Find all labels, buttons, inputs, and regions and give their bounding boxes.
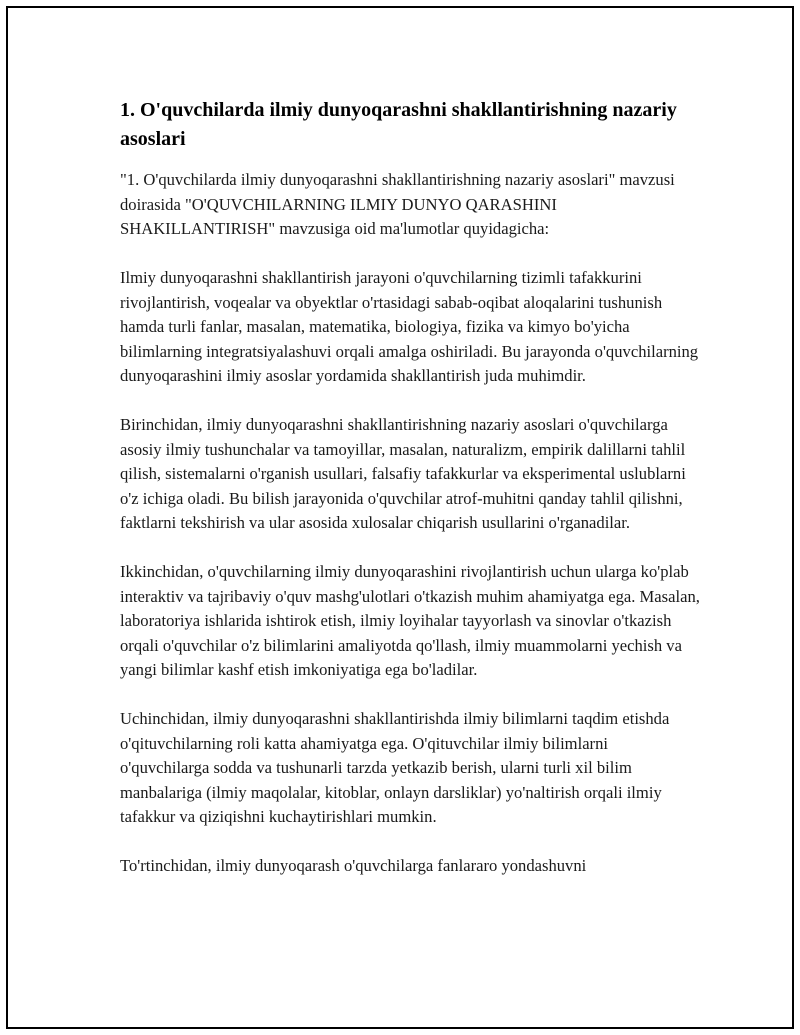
paragraph-third: Uchinchidan, ilmiy dunyoqarashni shakllantirishda ilmiy bilimlarni taqdim etishda o'qituvchilarning roli katta ahamiyatga ega. O'qituvchilar ilmiy bilimlarni o'quvchilarga sodda va tushunarli tarzda yetkazib berish, ularni turli xil bilim manbalariga (ilmiy maqolalar, kitoblar, onlayn darsliklar) yo'naltirish orqali ilmiy tafakkur va qiziqishni kuchaytirishlari mumkin.: [120, 709, 670, 826]
paragraph-first: Birinchidan, ilmiy dunyoqarashni shakllantirishning nazariy asoslari o'quvchilarga asosiy ilmiy tushunchalar va tamoyillar, masalan, naturalizm, empirik dalillarni tahlil qilish, sistemalarni o'rganish usullari, falsafiy tafakkurlar va eksperimental uslublarni o'z ichiga oladi. Bu bilish jarayonida o'quvchilar atrof-muhitni qanday tahlil qilishni, faktlarni tekshirish va ular asosida xulosalar chiqarish usullarini o'rganadilar.: [120, 415, 686, 532]
paragraph-process: Ilmiy dunyoqarashni shakllantirish jarayoni o'quvchilarning tizimli tafakkurini rivojlantirish, voqealar va obyektlar o'rtasidagi sabab-oqibat aloqalarini tushunish hamda turli fanlar, masalan, matematika, biologiya, fizika va kimyo bo'yicha bilimlarning integratsiyalashuvi orqali amalga oshiriladi. Bu jarayonda o'quvchilarning dunyoqarashini ilmiy asoslar yordamida shakllantirish juda muhimdir.: [120, 268, 699, 385]
page-frame: [6, 6, 794, 1029]
paragraph-fourth: To'rtinchidan, ilmiy dunyoqarash o'quvchilarga fanlararo yondashuvni: [120, 856, 587, 875]
paragraph-intro: "1. O'quvchilarda ilmiy dunyoqarashni shakllantirishning nazariy asoslari" mavzusi doirasida "O'QUVCHILARNING ILMIY DUNYO QARASHINI SHAKILLANTIRISH" mavzusiga oid ma'lumotlar quyidagicha:: [120, 170, 675, 238]
document-body: [120, 96, 700, 903]
paragraph-second: Ikkinchidan, o'quvchilarning ilmiy dunyoqarashini rivojlantirish uchun ularga ko'plab interaktiv va tajribaviy o'quv mashg'ulotlari o'tkazish muhim ahamiyatga ega. Masalan, laboratoriya ishlarida ishtirok etish, ilmiy loyihalar tayyorlash va sinovlar o'tkazish orqali o'quvchilar o'z bilimlarini amaliyotda qo'llash, ilmiy muammolarni yechish va yangi bilimlar kashf etish imkoniyatiga ega bo'ladilar.: [120, 562, 700, 679]
document-heading: 1. O'quvchilarda ilmiy dunyoqarashni shakllantirishning nazariy asoslari: [120, 99, 677, 150]
